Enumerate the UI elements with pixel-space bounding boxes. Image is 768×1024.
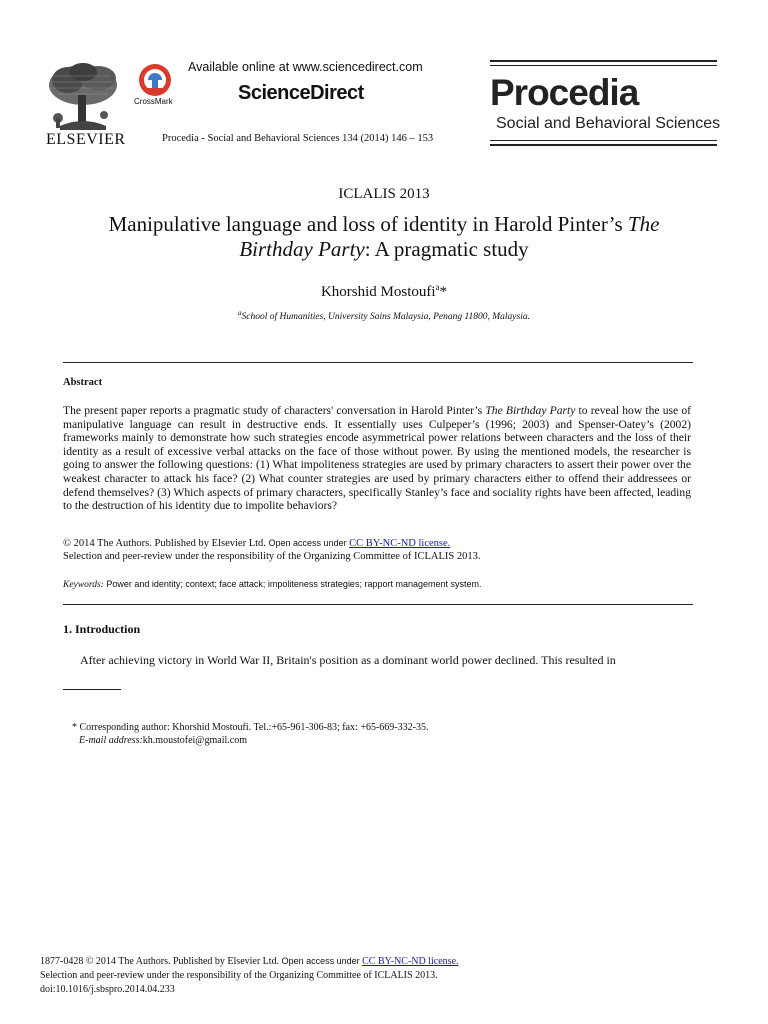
- title-italic: Birthday Party: [239, 237, 365, 261]
- peer-review-note: Selection and peer-review under the responsibility of the Organizing Committee of ICLALIS 2013.: [63, 551, 481, 562]
- title-text: : A pragmatic study: [364, 237, 529, 261]
- footer-copyright: [40, 956, 459, 967]
- journal-citation: Procedia - Social and Behavioral Sciences 134 (2014) 146 – 153: [162, 133, 434, 144]
- abstract-copyright: [63, 538, 450, 549]
- affiliation-mark: a: [238, 309, 242, 317]
- author-affiliation-mark: a: [435, 282, 440, 292]
- abstract-body: [63, 404, 691, 513]
- procedia-rule: [490, 60, 717, 62]
- author-name[interactable]: Khorshid Mostoufi: [320, 284, 436, 300]
- email-footnote: [79, 735, 247, 746]
- footer-peer-review: Selection and peer-review under the responsibility of the Organizing Committee of ICLALIS 2013.: [40, 970, 438, 981]
- footer-license-link[interactable]: CC BY-NC-ND license.: [362, 956, 459, 967]
- email-address[interactable]: kh.moustofei@gmail.com: [142, 735, 247, 746]
- footnote-rule: [63, 689, 121, 690]
- procedia-rule: [490, 140, 717, 141]
- introduction-text: After achieving victory in World War II, Britain's position as a dominant world power declined. This resulted in: [80, 653, 616, 667]
- copyright-text: © 2014 The Authors. Published by Elsevier Ltd.: [63, 538, 269, 549]
- email-label: E-mail address:: [79, 735, 143, 746]
- conference-name: ICLALIS 2013: [338, 186, 430, 202]
- procedia-rule: [490, 65, 717, 66]
- keywords-label: Keywords:: [63, 580, 104, 590]
- abstract-text: to reveal how the use of manipulative language can result in destructive ends. It essentially uses Culpeper’s (1996; 2003) and Spenser-Oatey’s (2002) frameworks mainly to demonstrate how such strategies encode asymmetrical power relations between characters and the loss of their identity as a result of excessive verbal attacks on the face of those without power. By using the mentioned models, the researcher is going to answer the following questions: (1) What impoliteness strategies are used by primary characters to assert their power over the weakest character to attack his face? (2) What counter strategies are used by primary characters either to offend their addressees or defend themselves? (3) Which aspects of primary characters, specifically Stanley’s face and sociality rights have been affected, leading to the destruction of his identity due to impolite behaviors?: [63, 404, 691, 513]
- title-italic: The: [627, 212, 660, 236]
- footer-open-access: Open access under: [281, 956, 363, 966]
- procedia-rule: [490, 144, 717, 146]
- affiliation-text: School of Humanities, University Sains Malaysia, Penang 11800, Malaysia.: [241, 312, 530, 323]
- title-text: Manipulative language and loss of identity in Harold Pinter’s: [108, 212, 628, 236]
- abstract-heading: Abstract: [63, 377, 103, 388]
- keywords-text: Power and identity; context; face attack; impoliteness strategies; rapport management system.: [103, 579, 482, 589]
- procedia-logo-subtitle: Social and Behavioral Sciences: [496, 115, 721, 132]
- abstract-italic: The Birthday Party: [485, 404, 576, 417]
- corresponding-mark: *: [439, 284, 448, 300]
- article-title: [60, 212, 708, 262]
- open-access-text: Open access under: [268, 538, 350, 548]
- crossmark-label: CrossMark: [134, 97, 173, 106]
- elsevier-wordmark: ELSEVIER: [46, 131, 126, 148]
- affiliation: [0, 309, 768, 322]
- corresponding-author-footnote: * Corresponding author: Khorshid Mostoufi. Tel.:+65-961-306-83; fax: +65-669-332-35.: [72, 722, 429, 733]
- procedia-logo-title: Procedia: [490, 72, 639, 113]
- available-online-link[interactable]: Available online at www.sciencedirect.com: [188, 60, 423, 74]
- footer-copyright-text: 1877-0428 © 2014 The Authors. Published by Elsevier Ltd.: [40, 956, 282, 967]
- footer-doi[interactable]: doi:10.1016/j.sbspro.2014.04.233: [40, 984, 175, 995]
- section-divider: [63, 362, 693, 363]
- abstract-text: The present paper reports a pragmatic study of characters' conversation in Harold Pinter’s: [63, 404, 486, 417]
- section-divider: [63, 604, 693, 605]
- sciencedirect-wordmark[interactable]: ScienceDirect: [238, 82, 364, 104]
- introduction-heading: 1. Introduction: [63, 622, 141, 636]
- keywords: [63, 579, 482, 590]
- author-line: [0, 282, 768, 301]
- license-link[interactable]: CC BY-NC-ND license.: [349, 538, 451, 549]
